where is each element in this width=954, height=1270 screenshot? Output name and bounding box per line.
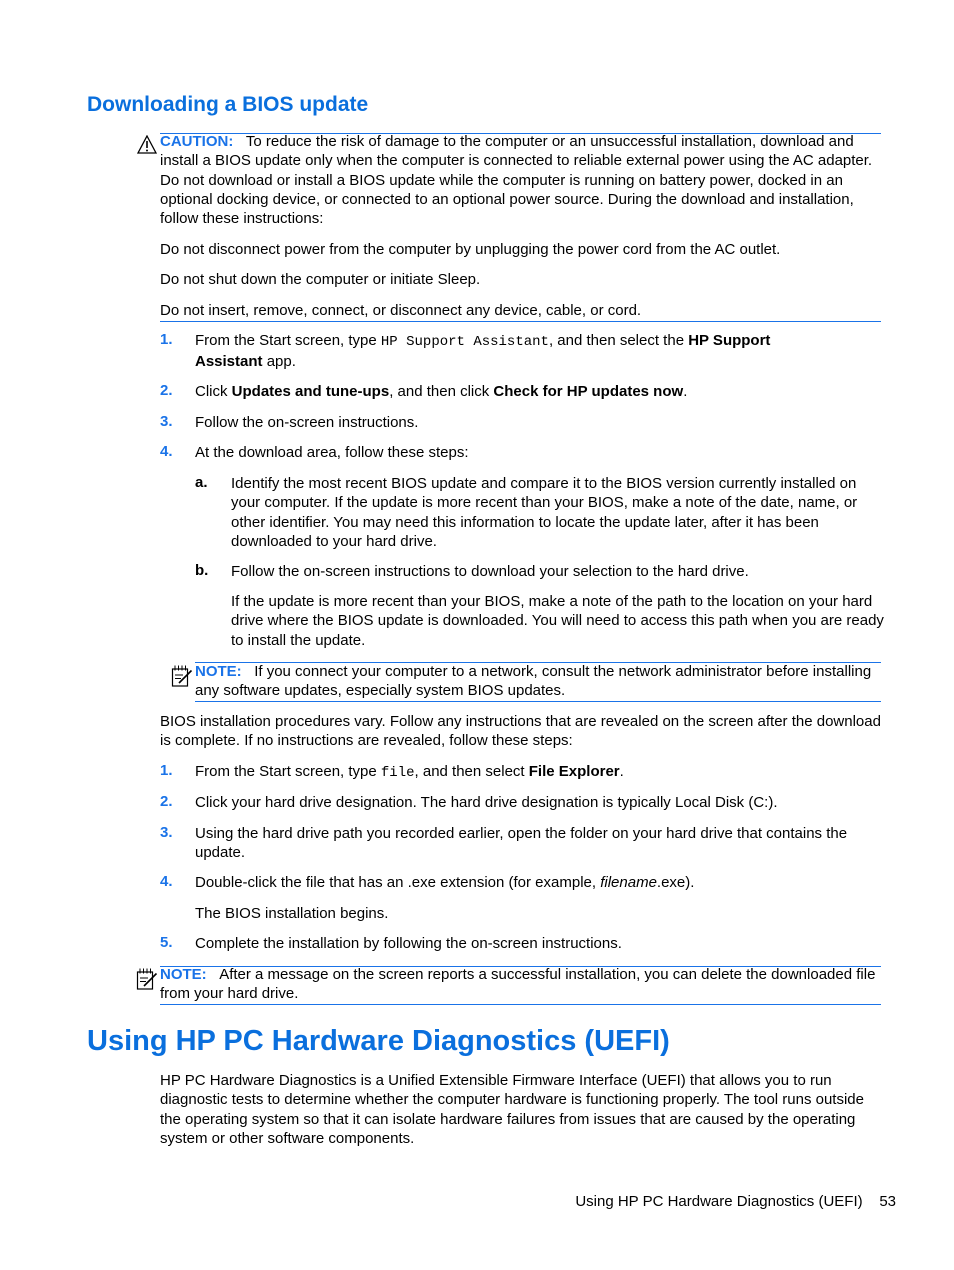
note-icon [136, 967, 158, 991]
caution-text: To reduce the risk of damage to the computer or an unsuccessful installation, download and install a BIOS update only when the computer is connected to reliable external power using the AC adapter. Do not download or install a BIOS update while the computer is running on battery power, docked in an optional docking device, or connected to an optional power source. During the download and installation, follow these instructions: [160, 133, 873, 228]
page-number: 53 [879, 1193, 896, 1210]
caution-bullet-1: Do not disconnect power from the computer by unplugging the power cord from the AC outlet. [160, 241, 781, 258]
code-text: HP Support Assistant [380, 334, 549, 350]
step-number: 4. [160, 873, 173, 890]
step-number: 1. [160, 331, 173, 348]
note1-text: If you connect your computer to a network, consult the network administrator before installing any software updates, especially system BIOS updates. [195, 663, 872, 700]
code-text: file [380, 765, 415, 781]
substep-b-text: Follow the on-screen instructions to download your selection to the hard drive. [231, 563, 749, 580]
caution-icon [137, 135, 157, 154]
step-number: 5. [160, 934, 173, 951]
substep-a-text: Identify the most recent BIOS update and compare it to the BIOS version currently installed on your computer. If the update is more recent than your BIOS, make a note of the date, name, or other identifier. You may need this information to locate the update later, after it has been downloaded to your hard drive. [231, 475, 858, 550]
note-icon [171, 664, 193, 688]
note1-label: NOTE: [195, 663, 242, 680]
step-1-text: From the Start screen, type HP Support Assistant, and then select the HP Support Assistant app. [195, 332, 771, 371]
note1-paragraph [195, 662, 885, 701]
page-footer [575, 1193, 896, 1210]
step2-4-followup: The BIOS installation begins. [195, 905, 389, 922]
step2-2-text: Click your hard drive designation. The hard drive designation is typically Local Disk (C:). [195, 794, 778, 811]
main-paragraph: HP PC Hardware Diagnostics is a Unified Extensible Firmware Interface (UEFI) that allows you to run diagnostic tests to determine whether the computer hardware is functioning properly. The tool runs outside the operating system so that it can isolate hardware failures from issues that are caused by the operating system or other software components. [160, 1072, 864, 1147]
note2-label: NOTE: [160, 966, 207, 983]
footer-title: Using HP PC Hardware Diagnostics (UEFI) [575, 1193, 863, 1210]
caution-paragraph [160, 132, 882, 228]
substep-letter: b. [195, 562, 209, 579]
bios-intro-paragraph: BIOS installation procedures vary. Follow any instructions that are revealed on the screen after the download is complete. If no instructions are revealed, follow these steps: [160, 713, 881, 750]
step-number: 1. [160, 762, 173, 779]
step2-3-text: Using the hard drive path you recorded earlier, open the folder on your hard drive that contains the update. [195, 825, 848, 862]
caution-bullet-3: Do not insert, remove, connect, or disconnect any device, cable, or cord. [160, 302, 642, 319]
step2-5-text: Complete the installation by following the on-screen instructions. [195, 935, 622, 952]
step-number: 2. [160, 793, 173, 810]
step-number: 2. [160, 382, 173, 399]
note1-bottom-rule [195, 701, 881, 702]
step-number: 3. [160, 824, 173, 841]
substep-b-followup: If the update is more recent than your BIOS, make a note of the path to the location on your hard drive where the BIOS update is downloaded. You will need to access this path when you are ready to install the update. [231, 593, 884, 649]
main-title: Using HP PC Hardware Diagnostics (UEFI) [87, 1025, 670, 1057]
step-3-text: Follow the on-screen instructions. [195, 414, 419, 431]
step2-4-text: Double-click the file that has an .exe extension (for example, filename.exe). [195, 874, 695, 891]
note2-bottom-rule [160, 1004, 881, 1005]
note2-paragraph [160, 965, 885, 1004]
step-4-text: At the download area, follow these steps: [195, 444, 469, 461]
caution-label: CAUTION: [160, 133, 234, 150]
step-number: 4. [160, 443, 173, 460]
section-title: Downloading a BIOS update [87, 93, 369, 116]
caution-bullet-2: Do not shut down the computer or initiate Sleep. [160, 271, 481, 288]
substep-letter: a. [195, 474, 208, 491]
step2-1-text: From the Start screen, type file, and then select File Explorer. [195, 763, 624, 781]
note2-text: After a message on the screen reports a successful installation, you can delete the downloaded file from your hard drive. [160, 966, 876, 1003]
caution-bottom-rule [160, 321, 881, 322]
step-2-text: Click Updates and tune-ups, and then click Check for HP updates now. [195, 383, 688, 400]
step-number: 3. [160, 413, 173, 430]
